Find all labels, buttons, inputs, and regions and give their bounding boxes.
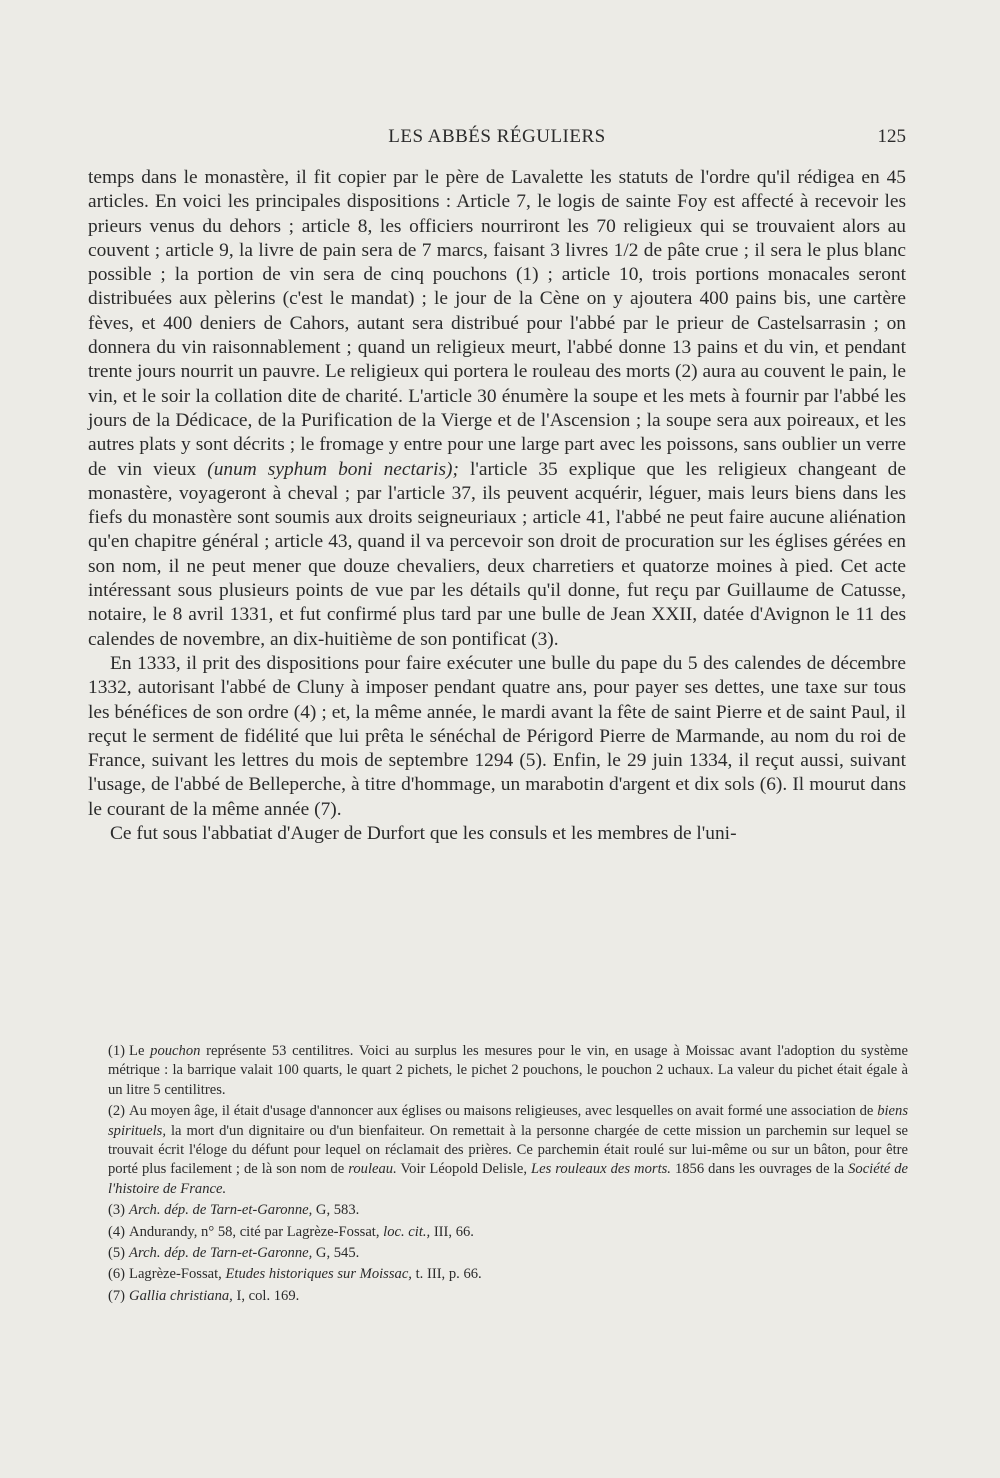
footnotes — [108, 1042, 908, 1308]
italic-text: loc. cit., — [383, 1223, 431, 1240]
footnote — [108, 1201, 908, 1220]
running-head — [88, 124, 906, 154]
footnote-text — [129, 1202, 359, 1218]
footnote-text — [129, 1266, 482, 1282]
text-run: 1856 dans les ouvrages de la — [670, 1161, 849, 1178]
footnote-number: (7) — [108, 1287, 126, 1304]
footnote-number: (1) — [108, 1043, 126, 1059]
text-run: Le — [129, 1043, 151, 1059]
text-run: représente 53 centilitres. Voici au surplus les mesures pour le vin, en usage à Moissac avant l'adoption du système métrique : la barrique valait 100 quarts, le quart 2 pichets, le pichet 2 pouchons, le pouchon 2 uchaux. La valeur du pichet était égale à un litre 5 centilitres. — [108, 1043, 908, 1098]
text-run: G, 583. — [312, 1202, 360, 1219]
footnote-number: (5) — [108, 1245, 126, 1262]
text-run: En 1333, il prit des dispositions pour faire exécuter une bulle du pape du 5 des calendes de décembre 1332, autorisant l'abbé de Cluny à imposer pendant quatre ans, pour payer ses dettes, une taxe sur tous les bénéfices de son ordre (4) ; et, la même année, le mardi avant la fête de saint Pierre et de saint Paul, il reçut le serment de fidélité que lui prêta le sénéchal de Périgord Pierre de Marmande, au nom du roi de France, suivant les lettres du mois de septembre 1294 (5). Enfin, le 29 juin 1334, il reçut aussi, suivant l'usage, de l'abbé de Belleperche, à titre d'hommage, un marabotin d'argent et dix sols (6). Il mourut dans le courant de la même année (7). — [88, 652, 906, 820]
text-run: Voir Léopold Delisle, — [396, 1161, 531, 1178]
text-run: Andurandy, n° 58, cité par Lagrèze-Fossat, — [129, 1223, 384, 1240]
body-paragraph — [88, 652, 906, 822]
italic-text: Arch. dép. de Tarn-et-Garonne, — [129, 1202, 313, 1219]
footnote-number: (4) — [108, 1223, 126, 1240]
text-run: G, 545. — [312, 1245, 360, 1262]
footnote-text — [129, 1288, 299, 1304]
footnote — [108, 1042, 908, 1100]
footnote-text — [129, 1245, 359, 1261]
footnote — [108, 1244, 908, 1263]
footnote — [108, 1223, 908, 1242]
body-text — [88, 166, 906, 846]
italic-text: Etudes historiques sur Moissac, — [225, 1266, 412, 1283]
footnote-text — [108, 1103, 908, 1197]
text-run: I, col. 169. — [232, 1287, 300, 1304]
running-title: LES ABBÉS RÉGULIERS — [388, 126, 606, 147]
text-run: Au moyen âge, il était d'usage d'annoncer aux églises ou maisons religieuses, avec lesquelles on avait formé une association de — [129, 1103, 878, 1120]
text-run: Ce fut sous l'abbatiat d'Auger de Durfort que les consuls et les membres de l'uni- — [110, 823, 737, 845]
italic-text: pouchon — [150, 1043, 201, 1059]
italic-text: rouleau. — [348, 1161, 397, 1178]
footnote-number: (2) — [108, 1103, 126, 1120]
text-run: t. III, p. 66. — [411, 1266, 482, 1283]
footnote — [108, 1102, 908, 1199]
italic-text: biens spirituels, — [108, 1103, 908, 1139]
text-run: Lagrèze-Fossat, — [129, 1266, 226, 1283]
text-run: III, 66. — [430, 1223, 474, 1240]
footnote-text — [129, 1224, 474, 1240]
body-paragraph — [88, 822, 906, 846]
text-run: temps dans le monastère, il fit copier par le père de Lavalette les statuts de l'ordre qu'il rédigea en 45 articles. En voici les principales dispositions : Article 7, le logis de sainte Foy est affecté à recevoir les prieurs venus du dehors ; article 8, les officiers nourriront les 70 religieux qui se trouvaient alors au couvent ; article 9, la livre de pain sera de 7 marcs, faisant 3 livres 1/2 de pâte crue ; il sera le plus blanc possible ; la portion de vin sera de cinq pouchons (1) ; article 10, trois portions monacales seront distribuées aux pèlerins (c'est le mandat) ; le jour de la Cène on y ajoutera 400 pains bis, une cartère fèves, et 400 deniers de Cahors, autant sera distribué pour l'abbé par le prieur de Castelsarrasin ; on donnera du vin raisonnablement ; quand un religieux meurt, l'abbé donne 13 pains et du vin, et pendant trente jours nourrit un pauvre. Le religieux qui portera le rouleau des morts (2) aura au couvent le pain, le vin, et le soir la collation dite de charité. L'article 30 énumère la soupe et les mets à fournir par l'abbé les jours de la Dédicace, de la Purification de la Vierge et de l'Ascension ; la soupe sera aux poireaux, et les autres plats y sont décrits ; le fromage y entre pour une large part avec les poissons, sans oublier un verre de vin vieux — [88, 167, 906, 480]
body-paragraph — [88, 166, 906, 652]
italic-text: (unum syphum boni nectaris); — [207, 458, 459, 480]
text-run: la mort d'un dignitaire ou d'un bienfaiteur. On remettait à la personne chargée de cette mission un parchemin sur lequel se trouvait écrit l'éloge du défunt pour lequel on réclamait des prières. Ce parchemin était roulé sur lui-même ou sur un bâton, pour être porté plus facilement ; de là son nom de — [108, 1122, 908, 1178]
italic-text: Société de l'histoire de France. — [108, 1161, 909, 1197]
italic-text: Les rouleaux des morts. — [531, 1161, 671, 1178]
italic-text: Gallia christiana, — [129, 1287, 233, 1304]
footnote-text — [108, 1043, 908, 1098]
footnote-number: (3) — [108, 1202, 126, 1219]
footnote — [108, 1265, 908, 1284]
footnote — [108, 1287, 908, 1306]
page-number: 125 — [877, 126, 906, 147]
italic-text: Arch. dép. de Tarn-et-Garonne, — [129, 1245, 313, 1262]
text-run: l'article 35 explique que les religieux changeant de monastère, voyageront à cheval ; par l'article 37, ils peuvent acquérir, léguer, mais leurs biens dans les fiefs du monastère sont soumis aux droits seigneuriaux ; article 41, l'abbé ne peut faire aucune aliénation qu'en chapitre général ; article 43, quand il va percevoir son droit de procuration sur les églises gérées en son nom, il ne peut mener que douze chevaliers, deux charretiers et quatorze moines à pied. Cet acte intéressant sous plusieurs points de vue par les détails qu'il donne, fut reçu par Guillaume de Catusse, notaire, le 8 avril 1331, et fut confirmé plus tard par une bulle de Jean XXII, datée d'Avignon le 11 des calendes de novembre, an dix-huitième de son pontificat (3). — [88, 458, 906, 650]
footnote-number: (6) — [108, 1266, 126, 1283]
